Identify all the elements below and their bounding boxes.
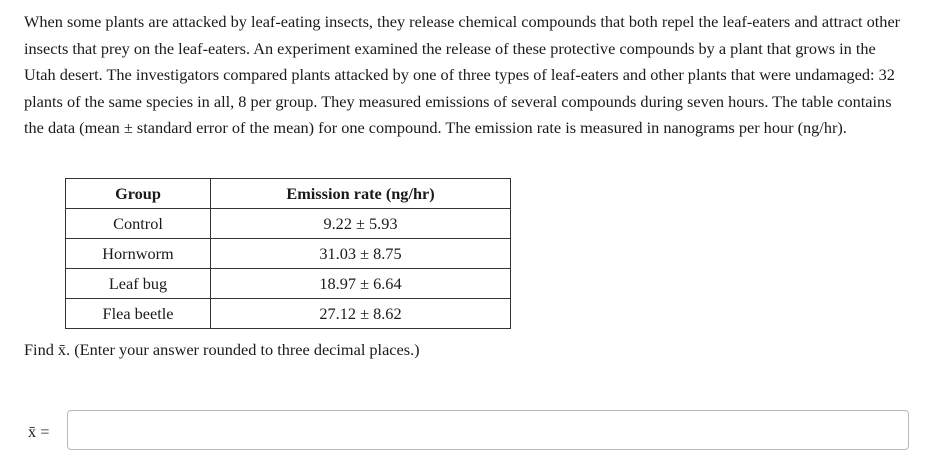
cell-group: Control (66, 209, 211, 239)
cell-rate: 27.12 ± 8.62 (211, 299, 511, 329)
answer-label: x̄ = (28, 422, 50, 441)
header-group: Group (66, 179, 211, 209)
cell-rate: 18.97 ± 6.64 (211, 269, 511, 299)
table-row (66, 209, 511, 239)
header-emission-rate: Emission rate (ng/hr) (211, 179, 511, 209)
table-header-row (66, 179, 511, 209)
table-row (66, 269, 511, 299)
find-prompt: Find x̄. (Enter your answer rounded to three decimal places.) (24, 340, 420, 359)
table-row (66, 239, 511, 269)
cell-group: Flea beetle (66, 299, 211, 329)
answer-input[interactable] (67, 410, 909, 450)
cell-group: Leaf bug (66, 269, 211, 299)
question-text: When some plants are attacked by leaf-eating insects, they release chemical compounds that both repel the leaf-eaters and attract other insects that prey on the leaf-eaters. An experiment examined the release of these protective compounds by a plant that grows in the Utah desert. The investigators compared plants attacked by one of three types of leaf-eaters and other plants that were undamaged: 32 plants of the same species in all, 8 per group. They measured emissions of several compounds during seven hours. The table contains the data (mean ± standard error of the mean) for one compound. The emission rate is measured in nanograms per hour (ng/hr). (24, 12, 901, 138)
cell-rate: 9.22 ± 5.93 (211, 209, 511, 239)
table-row (66, 299, 511, 329)
cell-rate: 31.03 ± 8.75 (211, 239, 511, 269)
emission-table (65, 178, 511, 329)
cell-group: Hornworm (66, 239, 211, 269)
